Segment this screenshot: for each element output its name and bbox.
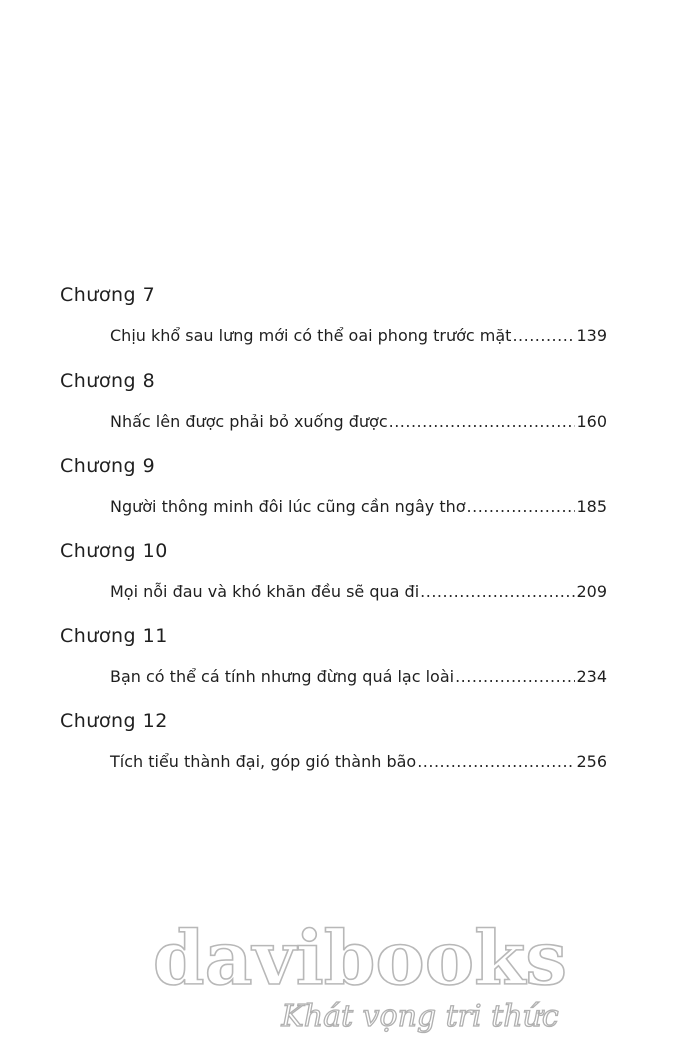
davibooks-watermark-logo — [150, 900, 570, 1040]
chapter-heading: Chương 7 — [60, 284, 156, 306]
entry-title: Người thông minh đôi lúc cũng cần ngây thơ — [110, 497, 466, 516]
page-number: 185 — [576, 497, 607, 516]
entry-title: Mọi nỗi đau và khó khăn đều sẽ qua đi — [110, 582, 420, 601]
page-number: 160 — [576, 412, 607, 431]
chapter-heading: Chương 12 — [60, 710, 168, 732]
dot-leader — [389, 412, 576, 431]
dot-leader — [420, 582, 575, 601]
toc-entry[interactable] — [110, 582, 607, 601]
entry-title: Tích tiểu thành đại, góp gió thành bão — [110, 752, 417, 771]
dot-leader — [512, 326, 575, 345]
logo-tagline: Khát vọng tri thức — [281, 999, 559, 1034]
toc-entry[interactable] — [110, 497, 607, 516]
chapter-heading: Chương 8 — [60, 370, 156, 392]
dot-leader — [417, 752, 575, 771]
dot-leader — [467, 497, 576, 516]
logo-graphic — [150, 900, 570, 1040]
page-number: 234 — [576, 667, 607, 686]
toc-entry[interactable] — [110, 326, 607, 345]
toc-entry[interactable] — [110, 752, 607, 771]
chapter-heading: Chương 10 — [60, 540, 168, 562]
page-number: 209 — [576, 582, 607, 601]
entry-title: Bạn có thể cá tính nhưng đừng quá lạc loài — [110, 667, 455, 686]
entry-title: Nhấc lên được phải bỏ xuống được — [110, 412, 388, 431]
page-number: 256 — [576, 752, 607, 771]
toc-entry[interactable] — [110, 412, 607, 431]
dot-leader — [455, 667, 575, 686]
page-number: 139 — [576, 326, 607, 345]
toc-entry[interactable] — [110, 667, 607, 686]
chapter-heading: Chương 9 — [60, 455, 156, 477]
entry-title: Chịu khổ sau lưng mới có thể oai phong trước mặt — [110, 326, 512, 345]
logo-wordmark: davibooks — [152, 916, 568, 1002]
chapter-heading: Chương 11 — [60, 625, 168, 647]
